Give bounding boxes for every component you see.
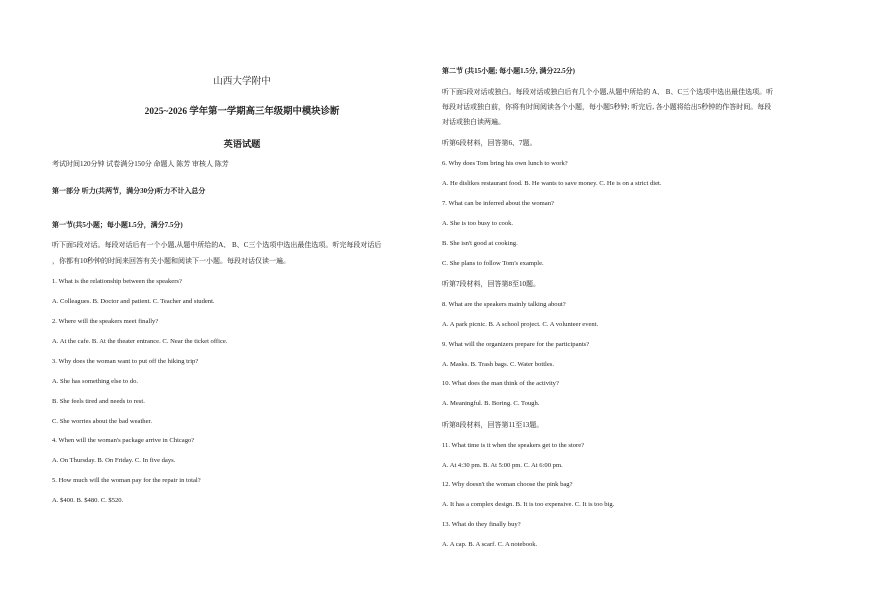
question-2: 2. Where will the speakers meet finally? bbox=[52, 318, 159, 325]
question-12-options: A. It has a complex design. B. It is too expensive. C. It is too big. bbox=[442, 501, 615, 508]
question-7: 7. What can be inferred about the woman? bbox=[442, 200, 554, 207]
exam-info: 考试时间120分钟 试卷满分150分 命题人 陈芳 审核人 陈芳 bbox=[52, 160, 229, 168]
question-9-options: A. Masks. B. Trash bags. C. Water bottles. bbox=[442, 361, 554, 368]
question-11: 11. What time is it when the speakers get to the store? bbox=[442, 442, 585, 449]
group-11-13-header: 听第8段材料，回答第11至13题。 bbox=[442, 421, 544, 429]
question-8: 8. What are the speakers mainly talking about? bbox=[442, 301, 566, 308]
question-4-options: A. On Thursday. B. On Friday. C. In five days. bbox=[52, 457, 176, 464]
question-7-option-c: C. She plans to follow Tom's example. bbox=[442, 260, 544, 267]
question-3-option-c: C. She worries about the bad weather. bbox=[52, 418, 152, 425]
question-13-options: A. A cap. B. A scarf. C. A notebook. bbox=[442, 541, 538, 548]
question-7-option-b: B. She isn't good at cooking. bbox=[442, 240, 518, 247]
question-5: 5. How much will the woman pay for the repair in total? bbox=[52, 477, 201, 484]
part1-title: 第一部分 听力(共两节，满分30分)听力不计入总分 bbox=[52, 187, 206, 195]
question-7-option-a: A. She is too busy to cook. bbox=[442, 220, 514, 227]
question-5-options: A. $400. B. $480. C. $520. bbox=[52, 497, 124, 504]
section2-intro-line1: 听下面5段对话或独白。每段对话或独白后有几个小题,从题中所给的 A、 B、C三个选项中选出最佳选项。听 bbox=[442, 88, 774, 96]
section2-title: 第二节 (共15小题; 每小题1.5分, 满分22.5分) bbox=[442, 67, 575, 75]
question-4: 4. When will the woman's package arrive in Chicago? bbox=[52, 437, 195, 444]
question-6-options: A. He dislikes restaurant food. B. He wants to save money. C. He is on a strict diet. bbox=[442, 180, 662, 187]
group-8-10-header: 听第7段材料，回答第8至10题。 bbox=[442, 280, 540, 288]
question-8-options: A. A park picnic. B. A school project. C. A volunteer event. bbox=[442, 321, 599, 328]
subject-title: 英语试题 bbox=[223, 139, 261, 149]
school-name: 山西大学附中 bbox=[213, 76, 271, 87]
question-13: 13. What do they finally buy? bbox=[442, 521, 521, 528]
question-12: 12. Why doesn't the woman choose the pink bag? bbox=[442, 481, 573, 488]
section1-intro-line1: 听下面5段对话。每段对话后有一个小题,从题中所给的A、 B、C三个选项中选出最佳选项。听完每段对话后 bbox=[52, 241, 382, 249]
group-6-7-header: 听第6段材料，回答第6、7题。 bbox=[442, 139, 537, 147]
section2-intro-line3: 对话或独白读两遍。 bbox=[442, 118, 505, 126]
question-9: 9. What will the organizers prepare for the participants? bbox=[442, 341, 590, 348]
section1-intro-line2: ，你都有10秒钟的时间来回答有关小题和阅读下一小题。每段对话仅读一遍。 bbox=[52, 257, 290, 265]
question-6: 6. Why does Tom bring his own lunch to work? bbox=[442, 160, 568, 167]
question-1: 1. What is the relationship between the speakers? bbox=[52, 278, 182, 285]
exam-title: 2025~2026 学年第一学期高三年级期中模块诊断 bbox=[144, 107, 340, 117]
question-3-option-a: A. She has something else to do. bbox=[52, 378, 139, 385]
question-1-options: A. Colleagues. B. Doctor and patient. C. Teacher and student. bbox=[52, 298, 215, 305]
section2-intro-line2: 每段对话或独白前，你将有时间阅读各个小题，每小题5秒钟; 听完后, 各小题将给出5秒钟的作答时间。每段 bbox=[442, 103, 772, 111]
question-2-options: A. At the cafe. B. At the theater entrance. C. Near the ticket office. bbox=[52, 338, 228, 345]
question-3: 3. Why does the woman want to put off the hiking trip? bbox=[52, 358, 199, 365]
question-10: 10. What does the man think of the activity? bbox=[442, 380, 559, 387]
question-11-options: A. At 4:30 pm. B. At 5:00 pm. C. At 6:00 pm. bbox=[442, 462, 563, 469]
question-10-options: A. Meaningful. B. Boring. C. Tough. bbox=[442, 400, 540, 407]
section1-title: 第一节(共5小题；每小题1.5分，满分7.5分) bbox=[52, 221, 183, 229]
question-3-option-b: B. She feels tired and needs to rest. bbox=[52, 398, 145, 405]
